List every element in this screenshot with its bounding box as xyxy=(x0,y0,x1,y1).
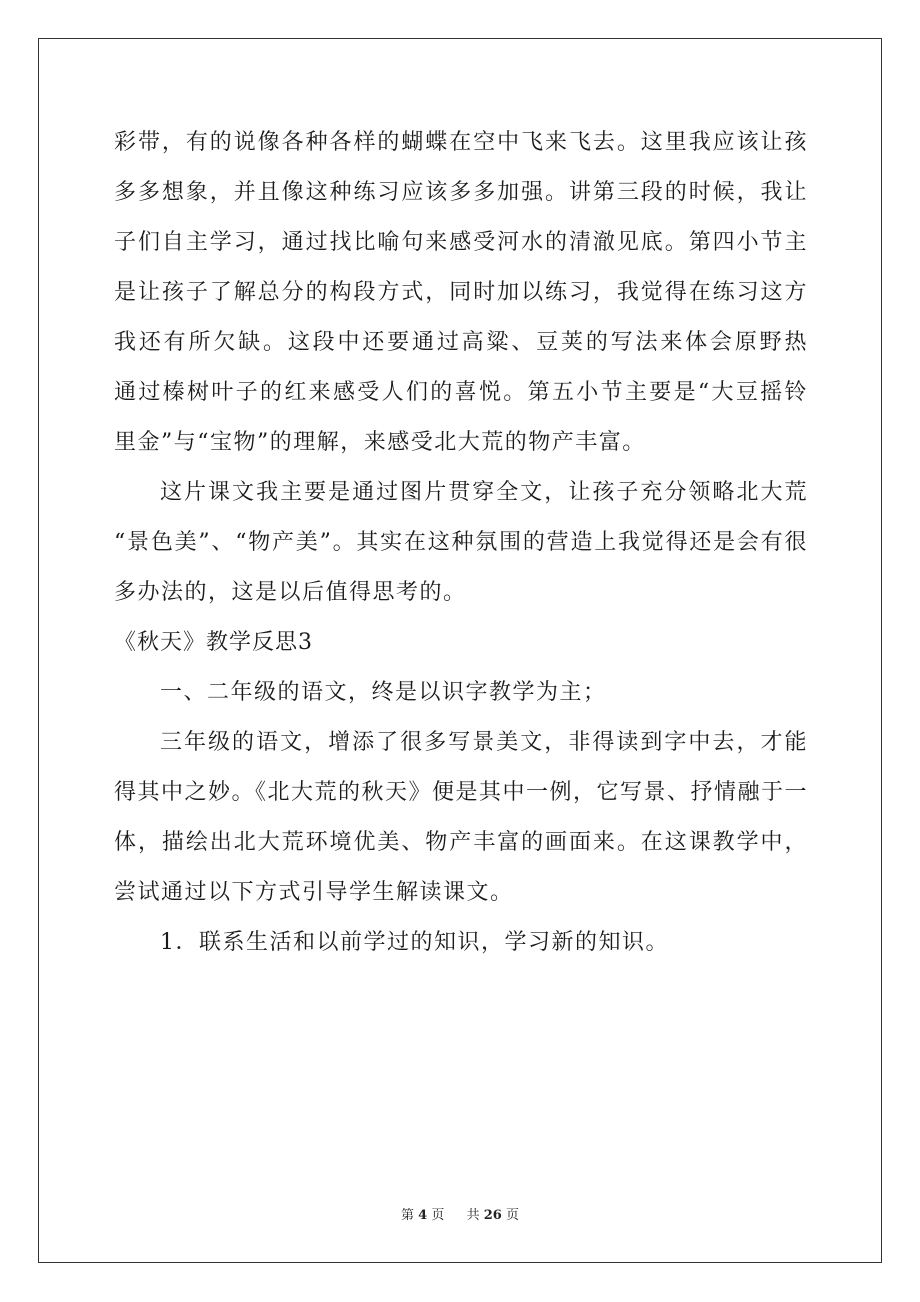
paragraph-line: 里金”与“宝物”的理解，来感受北大荒的物产丰富。 xyxy=(114,430,646,455)
paragraph-line: 多办法的，这是以后值得思考的。 xyxy=(114,580,467,605)
paragraph-line: 得其中之妙。《北大荒的秋天》便是其中一例，它写景、抒情融于一 xyxy=(114,780,808,805)
paragraph-line: 多多想象，并且像这种练习应该多多加强。讲第三段的时候，我让 xyxy=(114,180,808,205)
paragraph-line: 体，描绘出北大荒环境优美、物产丰富的画面来。在这课教学中， xyxy=(114,830,808,855)
footer-prefix: 第 xyxy=(400,1208,414,1223)
list-item: 1．联系生活和以前学过的知识，学习新的知识。 xyxy=(160,930,669,955)
paragraph-line: 三年级的语文，增添了很多写景美文，非得读到字中去，才能 xyxy=(160,730,808,755)
paragraph-line: “景色美”、“物产美”。其实在这种氛围的营造上我觉得还是会有很 xyxy=(114,530,808,555)
footer-page-unit: 页 xyxy=(431,1208,445,1223)
current-page-number: 4 xyxy=(418,1208,428,1223)
paragraph-line: 尝试通过以下方式引导学生解读课文。 xyxy=(114,880,514,905)
paragraph-line: 是让孩子了解总分的构段方式，同时加以练习，我觉得在练习这方 xyxy=(114,280,808,305)
page-footer xyxy=(0,1204,920,1223)
document-body xyxy=(114,118,808,968)
total-page-count: 26 xyxy=(483,1208,502,1223)
paragraph-line: 这片课文我主要是通过图片贯穿全文，让孩子充分领略北大荒 xyxy=(160,480,808,505)
paragraph-line: 一、二年级的语文，终是以识字教学为主； xyxy=(160,680,607,705)
paragraph-line: 彩带，有的说像各种各样的蝴蝶在空中飞来飞去。这里我应该让孩 xyxy=(114,130,808,155)
paragraph-line: 子们自主学习，通过找比喻句来感受河水的清澈见底。第四小节主 xyxy=(114,230,808,255)
section-heading: 《秋天》教学反思3 xyxy=(114,630,313,655)
paragraph-line: 我还有所欠缺。这段中还要通过高粱、豆荚的写法来体会原野热 xyxy=(114,330,808,355)
footer-total-prefix: 共 xyxy=(466,1208,480,1223)
footer-total-unit: 页 xyxy=(506,1208,520,1223)
paragraph-line: 通过榛树叶子的红来感受人们的喜悦。第五小节主要是“大豆摇铃 xyxy=(114,380,808,405)
